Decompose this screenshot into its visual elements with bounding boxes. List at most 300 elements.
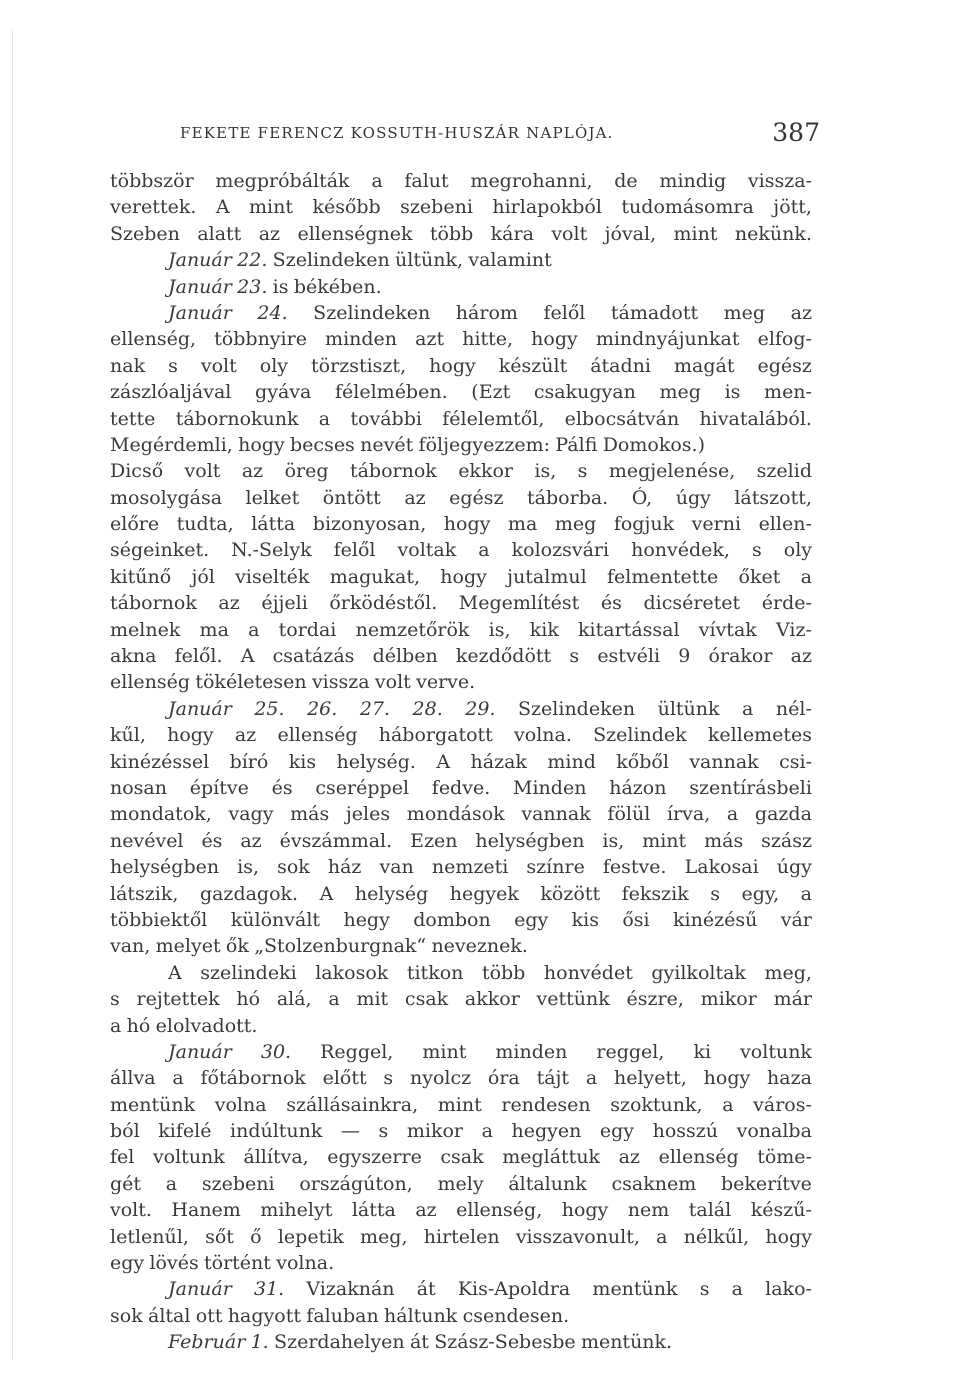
text-word: megláttuk [502, 1146, 601, 1169]
text-word: elfog- [757, 328, 812, 351]
text-word: tábornokunk [175, 407, 299, 430]
text-word: egy [514, 908, 549, 931]
text-word: nem [627, 1199, 670, 1222]
text-word: az [234, 724, 257, 747]
text-word: a [656, 1225, 668, 1248]
text-word: több [429, 222, 474, 245]
text-line [110, 803, 812, 829]
text-word: ellenség [658, 1146, 739, 1169]
text-word: letlenűl, [110, 1225, 189, 1248]
text-word: s [168, 354, 178, 377]
text-word: háltunk [384, 1304, 458, 1327]
text-word: a [248, 618, 260, 641]
text-word: men- [764, 381, 812, 404]
text-word: Dicső [110, 460, 164, 483]
text-word: Hanem [171, 1199, 241, 1222]
text-word: tordai [278, 618, 337, 641]
text-word: között [540, 882, 601, 905]
text-word: délben [372, 645, 438, 668]
text-word: volt. [110, 1199, 152, 1222]
text-word: tájt [536, 1067, 570, 1090]
text-word: fölül [607, 803, 651, 826]
text-word: az [790, 301, 812, 324]
text-line [110, 381, 812, 407]
text-word: mikor [406, 1120, 464, 1143]
text-word: neveznek. [431, 935, 528, 958]
text-word: a [478, 539, 490, 562]
date-word: Január [168, 1278, 232, 1301]
text-line [110, 909, 812, 935]
text-word: nak [110, 354, 146, 377]
text-word: meg, [360, 1225, 408, 1248]
text-word: honvédet [543, 961, 633, 984]
text-word: titkon [406, 961, 464, 984]
text-word: helység. [336, 750, 416, 773]
text-line [110, 1094, 812, 1120]
text-word: gyilkoltak [651, 961, 746, 984]
text-word: és [201, 829, 223, 852]
text-word: tudomásomra [621, 196, 754, 219]
text-word: bíró [229, 750, 269, 773]
date-word: Január [168, 697, 232, 720]
text-word: nemzetőrök [355, 618, 470, 641]
text-word: festve. [602, 856, 667, 879]
text-word: hirtelen [423, 1225, 500, 1248]
text-word: csaknem [611, 1172, 697, 1195]
text-word: Kis-Apoldra [457, 1278, 571, 1301]
text-word: reggel, [596, 1040, 665, 1063]
text-word: az [618, 1146, 640, 1169]
text-word: alatt [197, 222, 242, 245]
text-word: vannak [521, 803, 591, 826]
text-word: Minden [513, 776, 587, 799]
text-word: ellenség [277, 724, 358, 747]
text-word: megrohanni, [470, 170, 593, 192]
text-word: nosan [110, 776, 167, 799]
text-word: és [271, 776, 293, 799]
text-word: akkor [464, 988, 520, 1011]
text-word: helységben [110, 856, 220, 879]
text-word: lelket [245, 486, 300, 509]
text-word: szelindeki [200, 961, 297, 984]
text-word: hegy [343, 908, 390, 931]
text-word: nélkűl, [683, 1225, 750, 1248]
text-word: vannak [689, 750, 759, 773]
text-line [110, 328, 812, 354]
text-word: az [404, 486, 426, 509]
text-word: kis [288, 750, 317, 773]
text-word: A [168, 961, 182, 984]
text-word: alá, [276, 988, 312, 1011]
text-word: a [800, 565, 812, 588]
text-word: — [340, 1120, 360, 1143]
date-word: 25. [254, 697, 285, 720]
text-word: ma [507, 513, 538, 536]
text-line [110, 1226, 812, 1252]
text-word: hogy [703, 1067, 751, 1090]
text-word: órakor [708, 645, 773, 668]
text-word: lakosok [315, 961, 389, 984]
text-word: nekünk. [734, 222, 812, 245]
text-word: lövés [149, 1252, 199, 1275]
text-line [110, 1173, 812, 1199]
text-word: ki [693, 1040, 712, 1063]
text-word: átadni [590, 354, 651, 377]
text-word: megjelenése, [608, 460, 736, 483]
text-word: nél- [775, 697, 812, 720]
text-word: fogjuk [613, 513, 675, 536]
text-word: már [773, 988, 812, 1011]
text-word: szebeni [201, 1172, 275, 1195]
text-word: is [724, 381, 741, 404]
text-word: is, [602, 829, 625, 852]
text-word: szállásainkra, [286, 1093, 419, 1116]
text-word: a [731, 1278, 743, 1301]
text-word: azt [415, 328, 445, 351]
text-word: készült [498, 354, 568, 377]
text-word: hó [126, 1014, 151, 1037]
text-word: A [319, 882, 334, 905]
text-word: Szelindeken [272, 249, 390, 272]
text-word: volt [184, 460, 221, 483]
text-word: az [241, 460, 264, 483]
text-word: mint [437, 1093, 482, 1116]
text-word: egy, [741, 882, 780, 905]
text-line [110, 883, 812, 909]
text-word: ültünk [657, 697, 720, 720]
text-word: Szerdahelyen [274, 1331, 405, 1354]
text-line [110, 671, 812, 697]
page-number: 387 [772, 118, 820, 147]
text-word: szebeni [400, 196, 473, 219]
text-word: Szelindeken [518, 697, 636, 720]
text-word: csi- [779, 750, 812, 773]
text-word: fekszik [621, 882, 689, 905]
text-word: is, [488, 618, 511, 641]
text-word: 9 [678, 645, 691, 668]
text-word: az [415, 1199, 437, 1222]
text-line [110, 962, 812, 988]
text-word: látszik, [110, 882, 179, 905]
text-word: mint [642, 829, 687, 852]
text-word: mentünk [110, 1093, 196, 1116]
text-word: úgy [675, 486, 711, 509]
text-word: fedve. [431, 776, 491, 799]
text-word: három [455, 301, 518, 324]
text-word: Megérdemli, [110, 433, 233, 456]
text-line [110, 1278, 812, 1304]
text-word: ellen- [758, 513, 812, 536]
text-word: volt [200, 354, 237, 377]
text-word: meg, [764, 961, 812, 984]
text-word: is, [534, 460, 557, 483]
text-word: a [172, 1067, 184, 1090]
text-line [110, 460, 812, 486]
scan-edge-line [12, 30, 13, 1360]
text-word: volna [214, 1093, 267, 1116]
text-word: volt [374, 671, 411, 694]
text-word: van [379, 856, 414, 879]
text-word: rendesen [501, 1093, 591, 1116]
text-word: később [312, 196, 381, 219]
text-word: honvédek, [631, 539, 730, 562]
text-word: házon [609, 776, 667, 799]
text-line [110, 856, 812, 882]
text-word: a [726, 803, 739, 826]
text-word: meg [659, 381, 701, 404]
date-word: 24. [257, 301, 288, 324]
text-word: ellenség, [456, 1199, 543, 1222]
text-word: kolozsvári [511, 539, 610, 562]
text-word: följegyezzem: [418, 433, 551, 456]
text-word: becses [290, 433, 355, 456]
text-word: mint [673, 222, 718, 245]
text-word: Szász-Sebesbe [434, 1331, 576, 1354]
text-word: ból [110, 1120, 140, 1143]
text-word: bizonyosan, [312, 513, 427, 536]
text-word: állva [110, 1067, 156, 1090]
text-line [110, 1146, 812, 1172]
text-word: s [699, 1278, 710, 1301]
date-word: Január [168, 249, 232, 272]
text-word: város- [753, 1093, 812, 1116]
text-word: kellemetes [707, 724, 812, 747]
text-line [110, 249, 812, 275]
text-word: a [800, 882, 812, 905]
text-word: felől [333, 539, 376, 562]
text-word: volna. [514, 724, 572, 747]
text-word: a [165, 1172, 178, 1195]
text-word: mondatok, [110, 803, 212, 826]
text-word: „Stolzenburgnak“ [254, 935, 427, 958]
text-word: át [409, 1331, 429, 1354]
text-line [110, 724, 812, 750]
text-line [110, 1305, 812, 1331]
text-word: gazdagok. [199, 882, 299, 905]
text-word: ültünk, [395, 249, 464, 272]
text-word: csendesen. [462, 1304, 570, 1327]
text-word: vár [780, 908, 812, 931]
text-word: támadott [610, 301, 699, 324]
text-word: jött, [773, 196, 812, 219]
text-word: jóval, [604, 222, 657, 245]
text-word: töme- [757, 1146, 812, 1169]
text-word: ekkor [458, 460, 513, 483]
text-word: a [318, 407, 331, 430]
text-word: Vizaknán [306, 1278, 395, 1301]
text-word: kőből [616, 750, 669, 773]
text-word: meg [723, 301, 766, 324]
text-word: többnyire [214, 328, 307, 351]
text-word: tette [110, 407, 156, 430]
text-word: nevével [110, 829, 184, 852]
text-word: verni [691, 513, 742, 536]
text-word: indúltunk [230, 1120, 323, 1143]
text-word: mondások [406, 803, 505, 826]
text-word: de [614, 170, 638, 192]
text-word: ők [225, 935, 249, 958]
text-line [110, 751, 812, 777]
text-word: gazda [754, 803, 812, 826]
text-word: hogy [440, 565, 487, 588]
text-line [110, 1252, 812, 1278]
text-word: A [215, 196, 230, 219]
text-word: kik [529, 618, 559, 641]
text-word: sok [110, 1304, 143, 1327]
text-word: több [481, 961, 526, 984]
text-word: voltunk [740, 1040, 812, 1063]
text-word: mentünk. [580, 1331, 673, 1354]
text-word: helyett, [613, 1067, 687, 1090]
text-word: verve. [416, 671, 476, 694]
text-word: a [742, 697, 754, 720]
text-word: tábornok [110, 592, 197, 615]
text-word: egész [757, 354, 812, 377]
text-word: mint [422, 1040, 467, 1063]
text-word: látta [351, 1199, 396, 1222]
date-word: 22. [237, 249, 268, 272]
text-word: évszámmal. [279, 829, 393, 852]
text-word: a [371, 170, 383, 192]
text-word: gét [110, 1172, 142, 1195]
date-word: Január [168, 275, 232, 298]
text-word: fel [110, 1146, 135, 1169]
text-word: öreg [284, 460, 329, 483]
text-word: dombon [413, 908, 491, 931]
text-word: állítva, [243, 1146, 309, 1169]
text-word: általunk [508, 1172, 587, 1195]
text-word: ellenség [110, 671, 191, 694]
text-word: s [378, 1120, 389, 1143]
text-word: észre, [626, 988, 684, 1011]
text-word: szoktunk, [610, 1093, 703, 1116]
text-word: által [148, 1304, 191, 1327]
text-word: lako- [765, 1278, 812, 1301]
text-word: a [328, 988, 340, 1011]
text-line [110, 935, 812, 961]
text-line [110, 1199, 812, 1225]
text-word: csak [404, 988, 449, 1011]
text-word: verettek. [110, 196, 197, 219]
text-word: az [258, 222, 281, 245]
text-word: zászlóaljával [110, 381, 232, 404]
text-word: főtábornok [200, 1067, 306, 1090]
text-line [110, 1041, 812, 1067]
text-word: rejtettek [136, 988, 220, 1011]
date-word: Január [168, 1040, 232, 1063]
text-line [110, 988, 812, 1014]
text-word: át [416, 1278, 436, 1301]
text-word: tábornok [349, 460, 437, 483]
text-word: hirlapokból [492, 196, 602, 219]
text-word: ősi [622, 908, 650, 931]
text-line [110, 619, 812, 645]
text-word: mind [547, 750, 596, 773]
body-text [110, 170, 812, 1358]
text-word: visszavonult, [515, 1225, 640, 1248]
text-line [110, 170, 812, 196]
text-line [110, 223, 812, 249]
text-word: előtt [322, 1067, 367, 1090]
text-word: kitartással [578, 618, 680, 641]
date-word: Február [168, 1331, 246, 1354]
date-word: Január [168, 301, 232, 324]
text-word: más [704, 829, 744, 852]
text-word: szentírásbeli [689, 776, 812, 799]
text-word: hó [236, 988, 261, 1011]
text-word: oly [259, 354, 289, 377]
text-word: ségeinket. [110, 539, 210, 562]
text-line [110, 408, 812, 434]
text-word: A [436, 750, 451, 773]
text-word: volna. [276, 1252, 335, 1275]
text-word: Domokos.) [602, 433, 705, 456]
text-word: látta [251, 513, 296, 536]
text-word: helység [354, 882, 429, 905]
text-word: hogy [167, 724, 214, 747]
text-word: csakugyan [533, 381, 636, 404]
text-word: a [481, 1120, 493, 1143]
text-line [110, 777, 812, 803]
text-line [110, 434, 812, 460]
text-word: országúton, [299, 1172, 413, 1195]
text-word: jeles [345, 803, 391, 826]
text-word: törzstiszt, [311, 354, 407, 377]
text-word: hitte, [462, 328, 514, 351]
text-word: mindnyájunkat [595, 328, 740, 351]
text-word: magukat, [329, 565, 420, 588]
text-word: Ó, [631, 486, 653, 509]
page-header [180, 118, 820, 150]
date-word: 1. [250, 1331, 269, 1354]
text-word: cseréppel [315, 776, 410, 799]
text-word: magát [674, 354, 735, 377]
text-word: s [569, 645, 580, 668]
text-word: ellenség, [110, 328, 197, 351]
text-word: oly [783, 539, 812, 562]
text-word: mihelyt [260, 1199, 333, 1222]
text-word: s [383, 1067, 394, 1090]
text-word: vívtak [698, 618, 757, 641]
text-word: lepetik [277, 1225, 344, 1248]
text-word: éjjeli [261, 592, 308, 615]
text-word: elbocsátván [564, 407, 680, 430]
text-word: nevét [360, 433, 414, 456]
text-word: sok [277, 856, 310, 879]
text-word: kifelé [158, 1120, 212, 1143]
text-word: s [577, 460, 588, 483]
text-word: történt [204, 1252, 271, 1275]
text-word: nemzeti [431, 856, 509, 879]
text-word: haza [767, 1067, 812, 1090]
text-word: különvált [230, 908, 321, 931]
text-word: óra [487, 1067, 520, 1090]
text-word: mosolygása [110, 486, 223, 509]
date-word: 23. [237, 275, 268, 298]
text-word: melyet [155, 935, 221, 958]
date-word: 28. [412, 697, 443, 720]
text-word: elolvadott. [155, 1014, 258, 1037]
text-word: látszott, [734, 486, 812, 509]
text-word: táborba. [527, 486, 609, 509]
text-word: az [790, 645, 812, 668]
text-word: akna [110, 645, 157, 668]
text-word: talál [688, 1199, 732, 1222]
text-word: kinézéssel [110, 750, 210, 773]
text-word: szelid [756, 460, 812, 483]
text-word: hogy [531, 328, 578, 351]
text-word: kára [490, 222, 534, 245]
